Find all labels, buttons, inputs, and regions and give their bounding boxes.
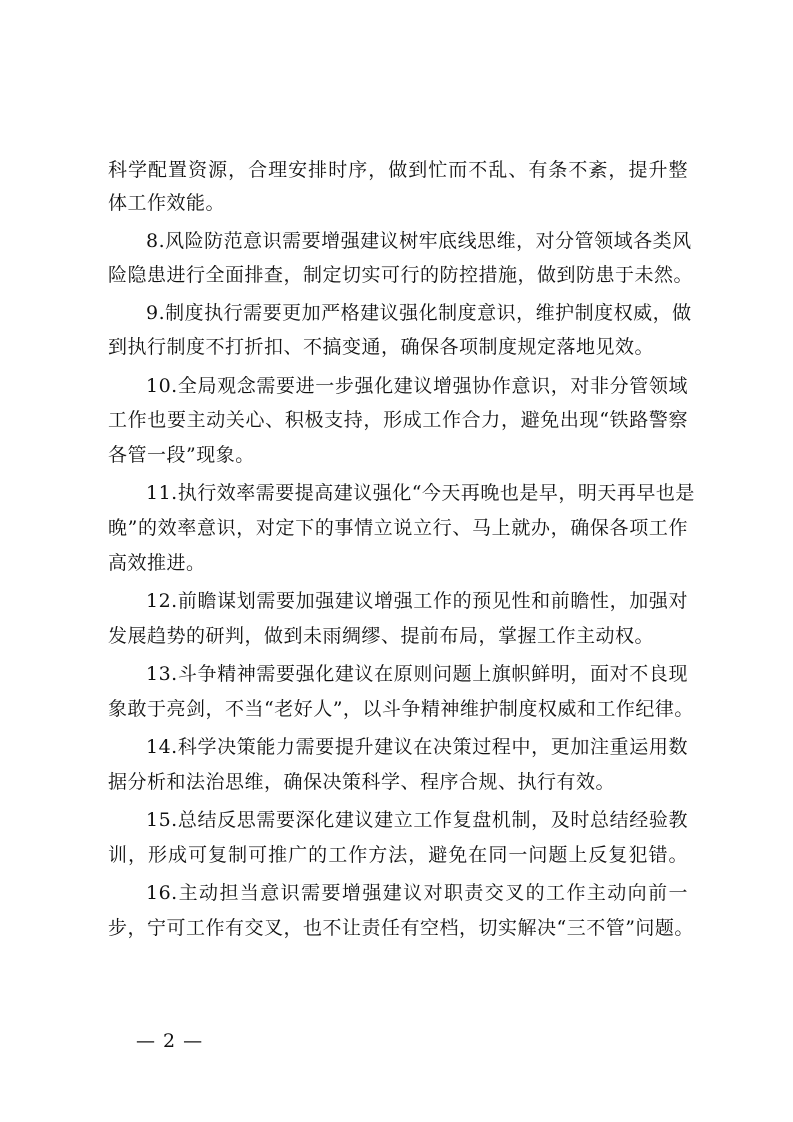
text-line: 11.执行效率需要提高建议强化“今天再晚也是早，明天再早也是 xyxy=(146,482,695,504)
text-line: 各管一段”现象。 xyxy=(108,444,255,466)
text-line: 科学配置资源，合理安排时序，做到忙而不乱、有条不紊，提升整 xyxy=(108,159,688,181)
text-line: 到执行制度不打折扣、不搞变通，确保各项制度规定落地见效。 xyxy=(108,336,655,358)
text-line: 13.斗争精神需要强化建议在原则问题上旗帜鲜明，面对不良现 xyxy=(146,663,688,685)
text-line: 发展趋势的研判，做到未雨绸缪、提前布局，掌握工作主动权。 xyxy=(108,625,655,647)
page-number: — 2 — xyxy=(136,1030,204,1052)
text-line: 据分析和法治思维，确保决策科学、程序合规、执行有效。 xyxy=(108,771,616,793)
text-line: 晚”的效率意识，对定下的事情立说立行、马上就办，确保各项工作 xyxy=(108,517,688,539)
text-line: 8.风险防范意识需要增强建议树牢底线思维，对分管领域各类风 xyxy=(146,230,692,252)
text-line: 12.前瞻谋划需要加强建议增强工作的预见性和前瞻性，加强对 xyxy=(146,590,688,612)
text-line: 15.总结反思需要深化建议建立工作复盘机制，及时总结经验教 xyxy=(146,809,688,831)
text-line: 10.全局观念需要进一步强化建议增强协作意识，对非分管领域 xyxy=(146,375,688,397)
text-line: 步，宁可工作有交叉，也不让责任有空档，切实解决“三不管”问题。 xyxy=(108,917,694,939)
text-line: 训，形成可复制可推广的工作方法，避免在同一问题上反复犯错。 xyxy=(108,844,688,866)
text-line: 14.科学决策能力需要提升建议在决策过程中，更加注重运用数 xyxy=(146,736,688,758)
text-line: 体工作效能。 xyxy=(108,192,226,214)
text-line: 象敢于亮剑，不当“老好人”，以斗争精神维护制度权威和工作纪律。 xyxy=(108,698,694,720)
text-line: 16.主动担当意识需要增强建议对职责交叉的工作主动向前一 xyxy=(146,882,688,904)
text-line: 高效推进。 xyxy=(108,552,206,574)
text-line: 险隐患进行全面排查，制定切实可行的防控措施，做到防患于未然。 xyxy=(108,264,694,286)
text-line: 9.制度执行需要更加严格建议强化制度意识，维护制度权威，做 xyxy=(146,302,692,324)
text-line: 工作也要主动关心、积极支持，形成工作合力，避免出现“铁路警察 xyxy=(108,409,688,431)
